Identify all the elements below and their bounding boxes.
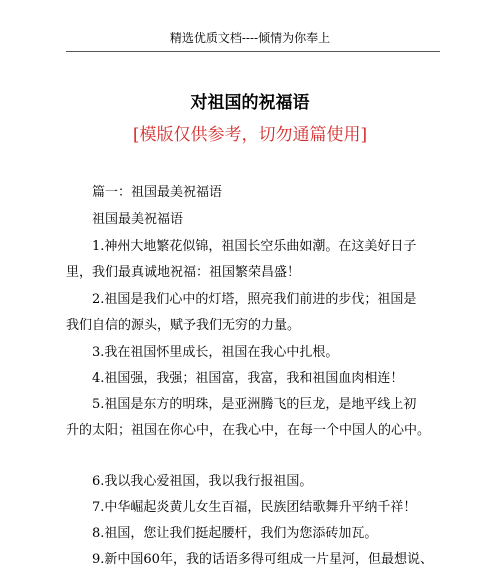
paragraph-line: 1.神州大地繁花似锦，祖国长空乐曲如潮。在这美好日子 bbox=[92, 239, 417, 254]
document-title: 对祖国的祝福语 bbox=[190, 93, 310, 113]
paragraph-line: 2.祖国是我们心中的灯塔，照亮我们前进的步伐；祖国是 bbox=[92, 292, 417, 307]
page-header-text: 精选优质文档----倾情为你奉上 bbox=[169, 31, 331, 45]
paragraph-line: 我们自信的源头，赋予我们无穷的力量。 bbox=[66, 318, 301, 333]
paragraph-line: 里，我们最真诚地祝福：祖国繁荣昌盛！ bbox=[66, 265, 301, 280]
paragraph-line: 8.祖国，您让我们挺起腰杆，我们为您添砖加瓦。 bbox=[92, 526, 378, 541]
section-subheading: 祖国最美祝福语 bbox=[92, 212, 184, 227]
paragraph-line: 4.祖国强，我强；祖国富，我富，我和祖国血肉相连！ bbox=[92, 371, 404, 386]
header-divider bbox=[66, 51, 440, 52]
paragraph-line: 7.中华崛起炎黄儿女生百福，民族团结歌舞升平纳千祥！ bbox=[92, 500, 417, 515]
document-subtitle: [模版仅供参考，切勿通篇使用] bbox=[132, 125, 368, 145]
paragraph-line: 5.祖国是东方的明珠，是亚洲腾飞的巨龙，是地平线上初 bbox=[92, 397, 417, 412]
paragraph-line: 升的太阳；祖国在你心中，在我心中，在每一个中国人的心中。 bbox=[66, 423, 431, 438]
section-heading: 篇一：祖国最美祝福语 bbox=[92, 185, 223, 200]
paragraph-line: 6.我以我心爱祖国，我以我行报祖国。 bbox=[92, 474, 313, 489]
paragraph-line: 3.我在祖国怀里成长，祖国在我心中扎根。 bbox=[92, 345, 339, 360]
paragraph-line: 9.新中国60年，我的话语多得可组成一片星河，但最想说、 bbox=[92, 552, 433, 567]
